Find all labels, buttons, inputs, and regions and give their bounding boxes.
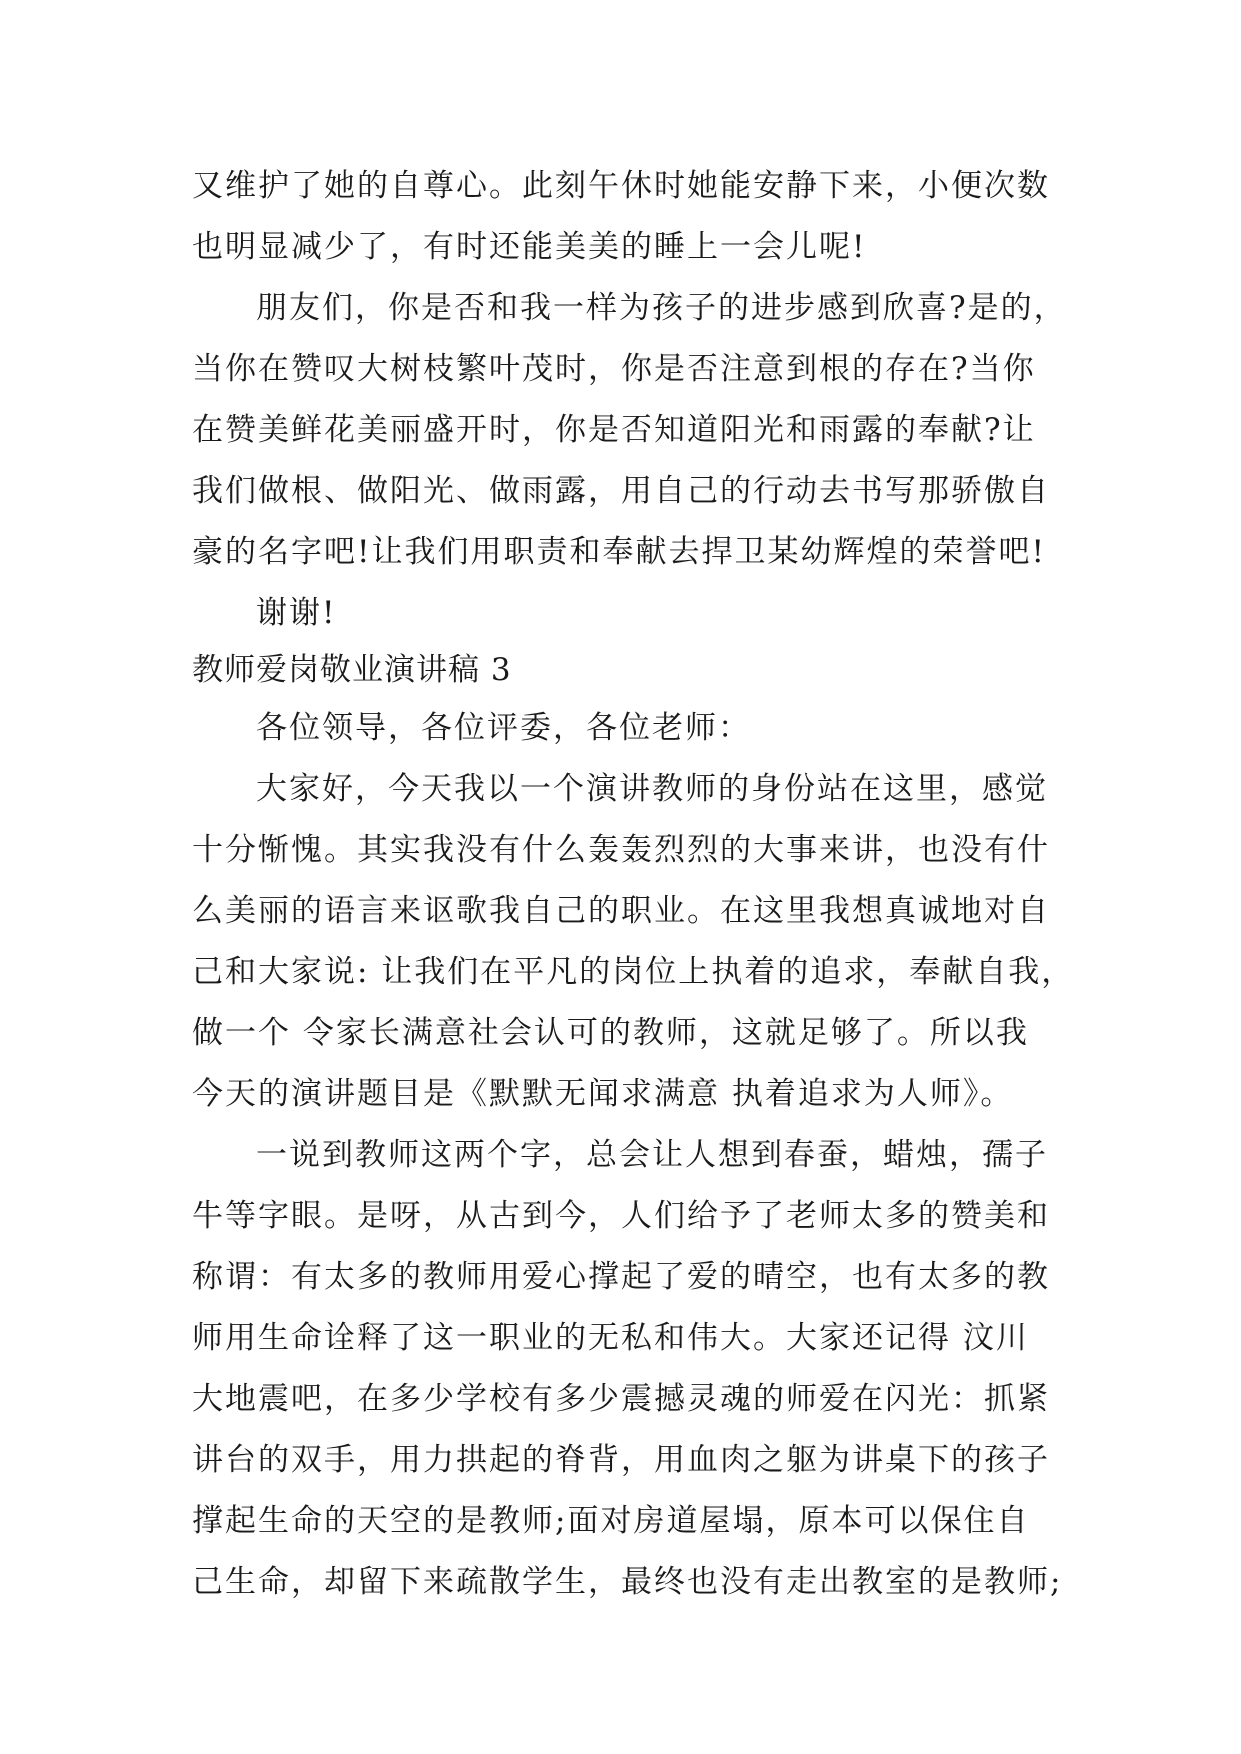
section-heading: 教师爱岗敬业演讲稿 3 [192,652,512,688]
paragraph-line: 讲台的双手，用力拱起的脊背，用血肉之躯为讲桌下的孩子 [192,1442,1050,1478]
paragraph-line: 当你在赞叹大树枝繁叶茂时，你是否注意到根的存在?当你 [192,351,1036,387]
paragraph-line: 也明显减少了，有时还能美美的睡上一会儿呢! [192,229,867,265]
paragraph-line: 师用生命诠释了这一职业的无私和伟大。大家还记得 汶川 [192,1320,1029,1356]
paragraph-line: 大家好，今天我以一个演讲教师的身份站在这里，感觉 [256,771,1048,807]
paragraph-line: 豪的名字吧!让我们用职责和奉献去捍卫某幼辉煌的荣誉吧! [192,534,1046,570]
paragraph-line: 己和大家说: 让我们在平凡的岗位上执着的追求，奉献自我， [192,954,1075,990]
paragraph-line: 做一个 令家长满意社会认可的教师，这就足够了。所以我 [192,1015,1029,1051]
paragraph-line: 朋友们，你是否和我一样为孩子的进步感到欣喜?是的， [256,290,1067,326]
paragraph-line: 十分惭愧。其实我没有什么轰轰烈烈的大事来讲，也没有什 [192,832,1050,868]
paragraph-line: 又维护了她的自尊心。此刻午休时她能安静下来，小便次数 [192,168,1050,204]
paragraph-line: 今天的演讲题目是《默默无闻求满意 执着追求为人师》。 [192,1076,1014,1112]
paragraph-line: 一说到教师这两个字，总会让人想到春蚕，蜡烛，孺子 [256,1137,1048,1173]
paragraph-line: 么美丽的语言来讴歌我自己的职业。在这里我想真诚地对自 [192,893,1050,929]
paragraph-line: 我们做根、做阳光、做雨露，用自己的行动去书写那骄傲自 [192,473,1050,509]
closing-line: 谢谢! [256,595,337,631]
paragraph-line: 己生命，却留下来疏散学生，最终也没有走出教室的是教师; [192,1564,1063,1600]
salutation-line: 各位领导，各位评委，各位老师： [256,710,751,746]
paragraph-line: 牛等字眼。是呀，从古到今，人们给予了老师太多的赞美和 [192,1198,1050,1234]
paragraph-line: 称谓：有太多的教师用爱心撑起了爱的晴空，也有太多的教 [192,1259,1050,1295]
paragraph-line: 大地震吧，在多少学校有多少震撼灵魂的师爱在闪光：抓紧 [192,1381,1050,1417]
paragraph-line: 撑起生命的天空的是教师;面对房道屋塌，原本可以保住自 [192,1503,1030,1539]
paragraph-line: 在赞美鲜花美丽盛开时，你是否知道阳光和雨露的奉献?让 [192,412,1036,448]
